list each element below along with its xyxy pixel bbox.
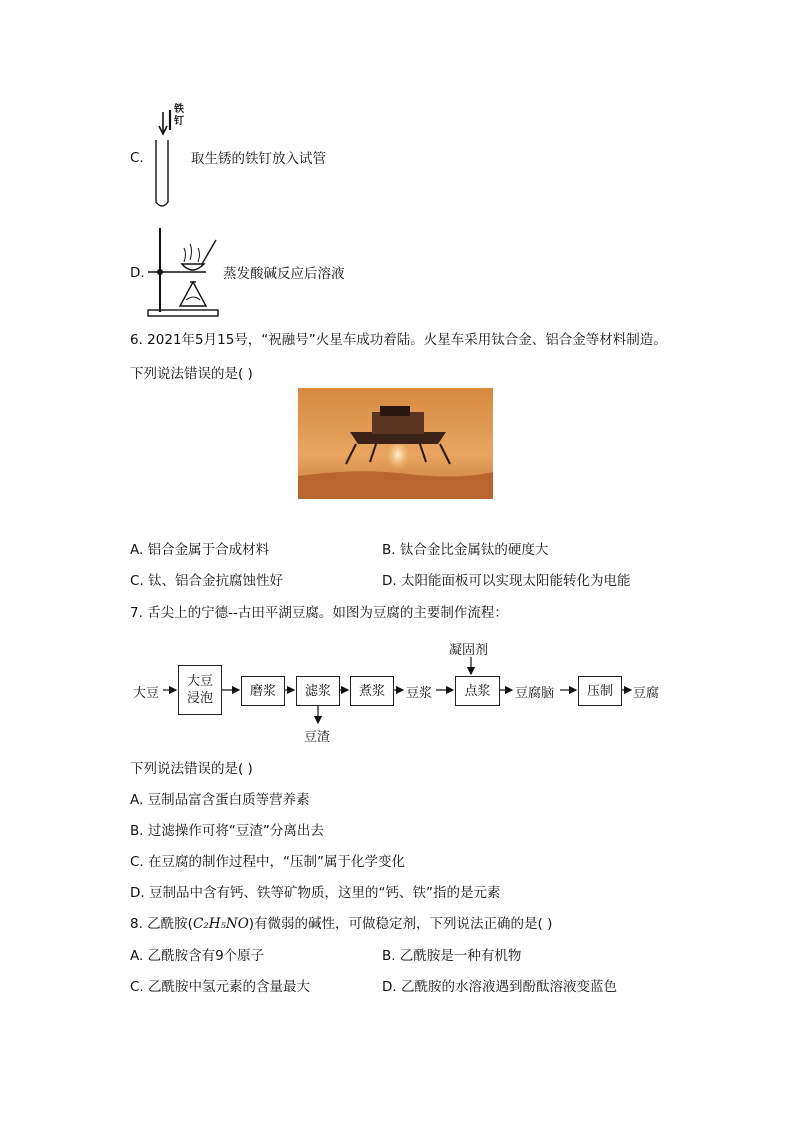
q8-stem — [130, 915, 552, 933]
flow-step-press: 压制 — [578, 676, 622, 706]
q8-stem-suffix: )有微弱的碱性，可做稳定剂，下列说法正确的是( ) — [248, 916, 553, 932]
q6-option-d: D. 太阳能面板可以实现太阳能转化为电能 — [382, 573, 631, 589]
flow-step-boil: 煮浆 — [350, 676, 394, 706]
q6-stem-line1: 6. 2021年5月15号，“祝融号”火星车成功着陆。火星车采用钛合金、铝合金等材料制造。 — [130, 332, 667, 348]
flow-step-filter: 滤浆 — [296, 676, 340, 706]
flow-input-soybean: 大豆 — [133, 686, 160, 701]
q8-option-d: D. 乙酰胺的水溶液遇到酚酞溶液变蓝色 — [382, 979, 617, 995]
q6-option-b: B. 钛合金比金属钛的硬度大 — [382, 542, 549, 558]
flow-step-point: 点浆 — [455, 676, 500, 706]
flow-soymilk: 豆浆 — [406, 686, 433, 701]
q8-formula: C₂H₅NO — [192, 916, 249, 932]
q7-option-c: C. 在豆腐的制作过程中，“压制”属于化学变化 — [130, 854, 405, 870]
option-d-text: 蒸发酸碱反应后溶液 — [223, 266, 345, 282]
q8-option-a: A. 乙酰胺含有9个原子 — [130, 948, 265, 964]
flow-residue: 豆渣 — [304, 730, 331, 745]
q8-option-c: C. 乙酰胺中氢元素的含量最大 — [130, 979, 311, 995]
q6-stem-line2: 下列说法错误的是( ) — [130, 366, 253, 382]
flow-step-grind: 磨浆 — [241, 676, 285, 706]
nail-label: 铁 钉 — [174, 104, 184, 127]
q8-stem-prefix: 8. 乙酰胺( — [130, 916, 193, 932]
flow-step-soak: 大豆 浸泡 — [178, 665, 222, 715]
q6-option-c: C. 钛、铝合金抗腐蚀性好 — [130, 573, 284, 589]
q6-option-a: A. 铝合金属于合成材料 — [130, 542, 270, 558]
q7-option-a: A. 豆制品富含蛋白质等营养素 — [130, 792, 310, 808]
option-c-text: 取生锈的铁钉放入试管 — [191, 151, 326, 167]
option-c-letter: C. — [130, 150, 144, 166]
flow-output-tofu: 豆腐 — [633, 686, 660, 701]
q7-option-d: D. 豆制品中含有钙、铁等矿物质，这里的“钙、铁”指的是元素 — [130, 885, 501, 901]
q7-option-b: B. 过滤操作可将“豆渣”分离出去 — [130, 823, 324, 839]
option-d-letter: D. — [130, 265, 145, 281]
q7-question: 下列说法错误的是( ) — [130, 761, 253, 777]
q8-option-b: B. 乙酰胺是一种有机物 — [382, 948, 522, 964]
q7-stem: 7. 舌尖上的宁德--古田平湖豆腐。如图为豆腐的主要制作流程： — [130, 605, 508, 621]
flow-tofu-brain: 豆腐脑 — [515, 686, 555, 701]
flow-coagulant: 凝固剂 — [449, 643, 489, 658]
